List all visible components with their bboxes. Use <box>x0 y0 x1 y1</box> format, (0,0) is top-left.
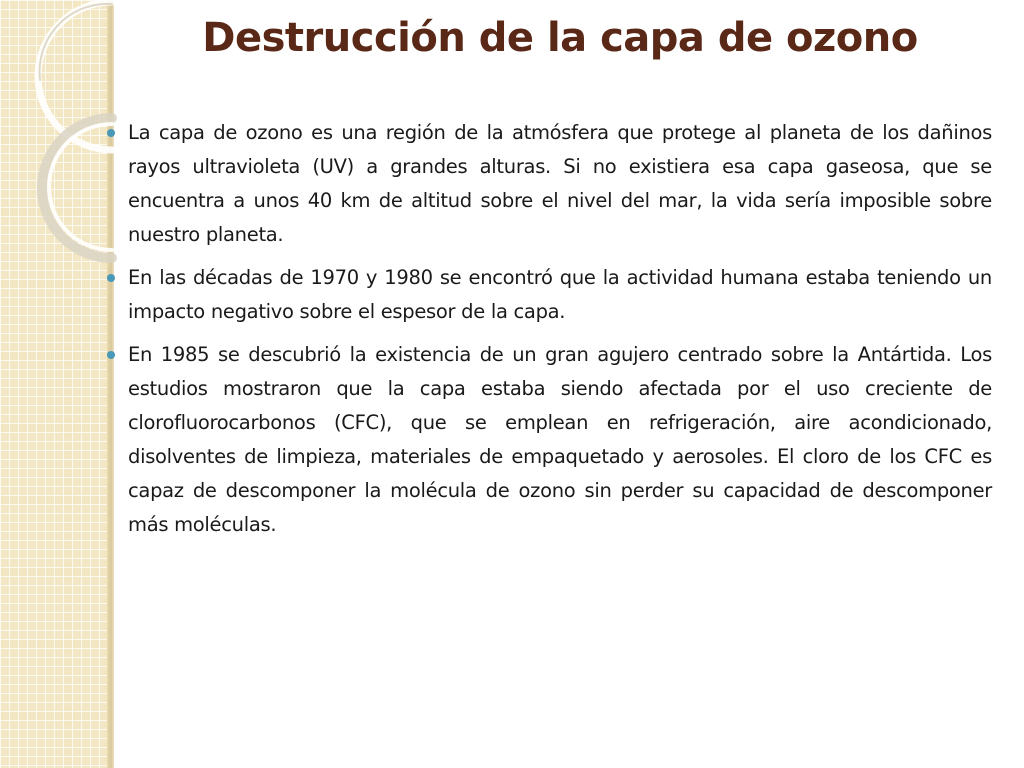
bullet-item <box>104 116 992 252</box>
bullet-dot-icon <box>107 274 115 282</box>
bullet-dot-icon <box>107 351 115 359</box>
bullet-list <box>104 116 992 551</box>
bullet-text: La capa de ozono es una región de la atmósfera que protege al planeta de los dañinos rayos ultravioleta (UV) a grandes alturas. Si no existiera esa capa gaseosa, que se encuentra a unos 40 km de altitud sobre el nivel del mar, la vida sería imposible sobre nuestro planeta. <box>128 121 992 246</box>
bullet-dot-icon <box>107 129 115 137</box>
bullet-text: En las décadas de 1970 y 1980 se encontró que la actividad humana estaba teniendo un impacto negativo sobre el espesor de la capa. <box>128 266 992 323</box>
bullet-item <box>104 261 992 329</box>
bullet-item <box>104 338 992 542</box>
slide-title: Destrucción de la capa de ozono <box>202 15 918 61</box>
bullet-text: En 1985 se descubrió la existencia de un gran agujero centrado sobre la Antártida. Los estudios mostraron que la capa estaba siendo afectada por el uso creciente de clorofluorocarbonos (CFC), que se emplean en refrigeración, aire acondicionado, disolventes de limpieza, materiales de empaquetado y aerosoles. El cloro de los CFC es capaz de descomponer la molécula de ozono sin perder su capacidad de descomponer más moléculas. <box>128 343 992 536</box>
